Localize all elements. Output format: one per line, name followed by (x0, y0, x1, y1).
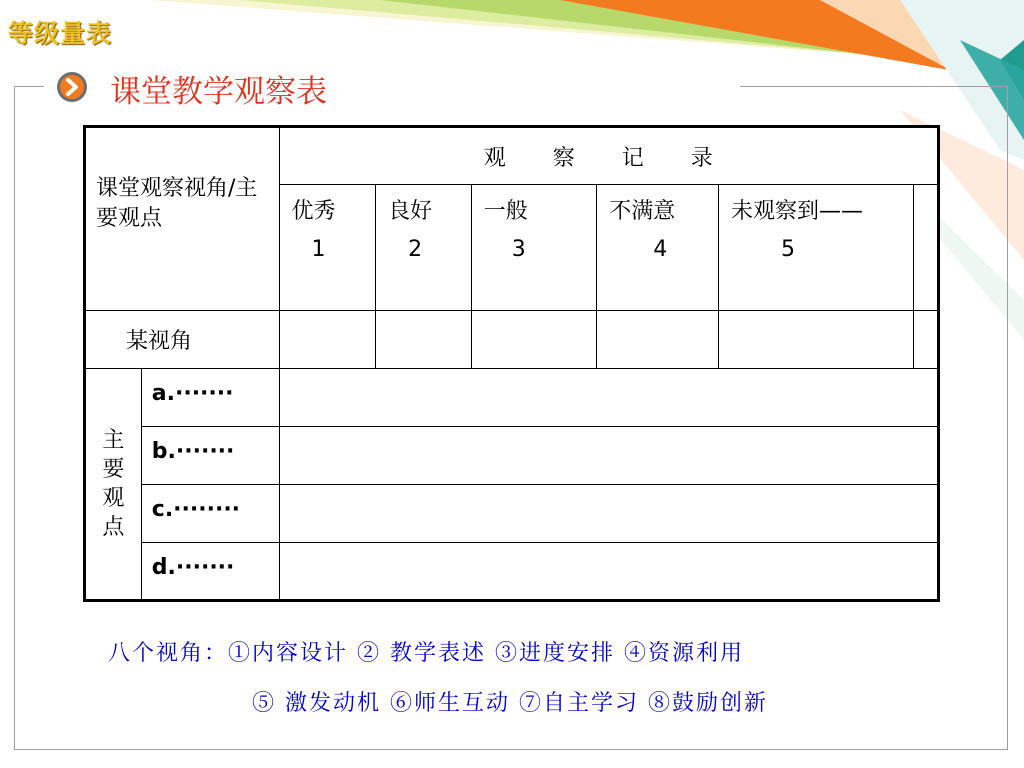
level-not-observed: 未观察到—— 5 (718, 185, 913, 311)
main-point-d: d.······· (141, 543, 279, 601)
main-point-a: a.······· (141, 369, 279, 427)
level-unsatisfied: 不满意 4 (597, 185, 719, 311)
table-row (85, 485, 939, 543)
main-points-text: 主要观点 (102, 428, 125, 540)
level-average: 一般 3 (471, 185, 597, 311)
notes-cell (279, 427, 939, 485)
rating-cell (718, 311, 913, 369)
table-row (85, 427, 939, 485)
perspectives-footnote-line-2: ⑤ 激发动机 ⑥师生互动 ⑦自主学习 ⑧鼓励创新 (252, 691, 768, 716)
section-tag: 等级量表 (8, 19, 113, 48)
notes-cell (279, 543, 939, 601)
record-header: 观 察 记 录 (279, 127, 939, 185)
table-row (85, 369, 939, 427)
main-points-label (85, 369, 142, 601)
rating-cell (471, 311, 597, 369)
frame-top-line (14, 86, 44, 87)
level-excellent: 优秀 1 (279, 185, 376, 311)
rating-cell (279, 311, 376, 369)
perspective-row-label: 某视角 (85, 311, 280, 369)
notes-cell (279, 485, 939, 543)
main-point-b: b.······· (141, 427, 279, 485)
corner-label: 课堂观察视角/主要观点 (85, 127, 280, 311)
arrow-bullet-icon (56, 71, 88, 103)
rating-cell (376, 311, 472, 369)
perspectives-footnote-line-1: 八个视角：①内容设计 ② 教学表述 ③进度安排 ④资源利用 (108, 641, 744, 666)
blank-cell (914, 185, 939, 311)
table-header-row (85, 127, 939, 185)
observation-table (83, 125, 940, 602)
slide-title: 课堂教学观察表 (110, 74, 327, 110)
table-row (85, 543, 939, 601)
perspective-row (85, 311, 939, 369)
notes-cell (279, 369, 939, 427)
main-point-c: c.········ (141, 485, 279, 543)
frame-top-line (740, 86, 1008, 87)
level-good: 良好 2 (376, 185, 472, 311)
rating-cell (914, 311, 939, 369)
rating-cell (597, 311, 719, 369)
